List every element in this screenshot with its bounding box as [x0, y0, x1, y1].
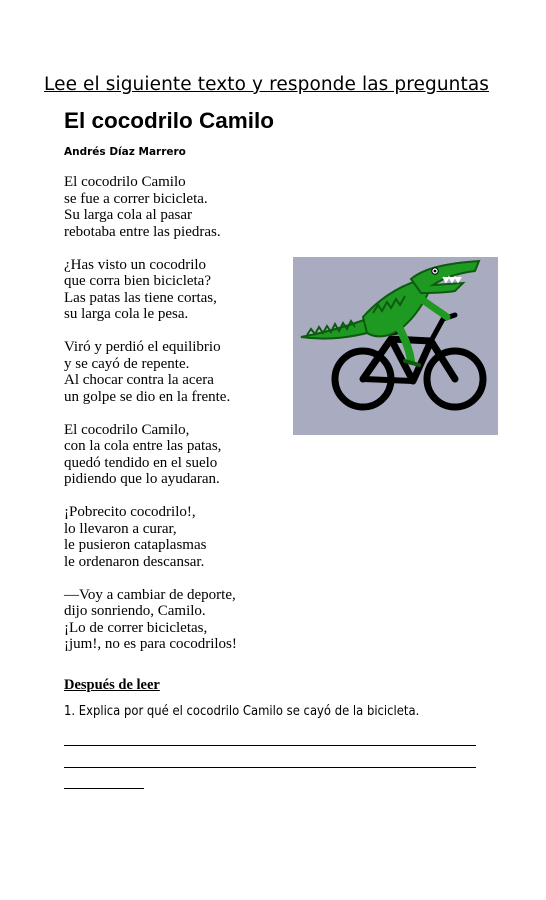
poem-line: pidiendo que lo ayudaran. [64, 471, 220, 487]
after-reading-heading: Después de leer [64, 677, 160, 693]
poem-line: le pusieron cataplasmas [64, 537, 207, 553]
poem-line: con la cola entre las patas, [64, 438, 222, 454]
instruction-heading: Lee el siguiente texto y responde las preguntas [44, 74, 490, 95]
poem-line: le ordenaron descansar. [64, 553, 205, 570]
answer-line [64, 745, 476, 746]
poem-line: su larga cola le pesa. [64, 306, 189, 322]
crocodile-bicycle-illustration [293, 257, 498, 435]
stanza [64, 504, 237, 570]
poem-line: El cocodrilo Camilo [64, 174, 186, 190]
poem-body [64, 174, 237, 669]
stanza [64, 174, 237, 240]
poem-line: un golpe se dio en la frente. [64, 388, 231, 405]
stanza [64, 422, 237, 488]
poem-line: se fue a correr bicicleta. [64, 190, 208, 207]
poem-line: rebotaba entre las piedras. [64, 223, 221, 240]
answer-line [64, 788, 144, 789]
poem-line: Viró y perdió el equilibrio [64, 339, 221, 355]
poem-line: y se cayó de repente. [64, 355, 190, 372]
poem-line: Su larga cola al pasar [64, 207, 193, 223]
poem-line: ¡Lo de correr bicicletas, [64, 619, 208, 636]
poem-line: Al chocar contra la acera [64, 372, 214, 388]
poem-line: ¿Has visto un cocodrilo [64, 256, 207, 273]
poem-title: El cocodrilo Camilo [64, 108, 275, 133]
stanza [64, 587, 237, 653]
poem-line: que corra bien bicicleta? [64, 273, 211, 289]
stanza [64, 257, 237, 323]
stanza [64, 339, 237, 405]
poem-author: Andrés Díaz Marrero [64, 146, 186, 158]
poem-line: —Voy a cambiar de deporte, [64, 586, 236, 603]
poem-line: ¡jum!, no es para cocodrilos! [64, 636, 237, 652]
poem-line: El cocodrilo Camilo, [64, 421, 190, 438]
question-1: 1. Explica por qué el cocodrilo Camilo se cayó de la bicicleta. [64, 703, 420, 719]
crocodile-riding-bicycle-icon [293, 257, 498, 435]
poem-line: lo llevaron a curar, [64, 520, 177, 537]
poem-line: Las patas las tiene cortas, [64, 289, 217, 306]
poem-line: ¡Pobrecito cocodrilo!, [64, 504, 196, 520]
answer-line [64, 767, 476, 768]
poem-line: quedó tendido en el suelo [64, 454, 218, 471]
poem-line: dijo sonriendo, Camilo. [64, 603, 206, 619]
